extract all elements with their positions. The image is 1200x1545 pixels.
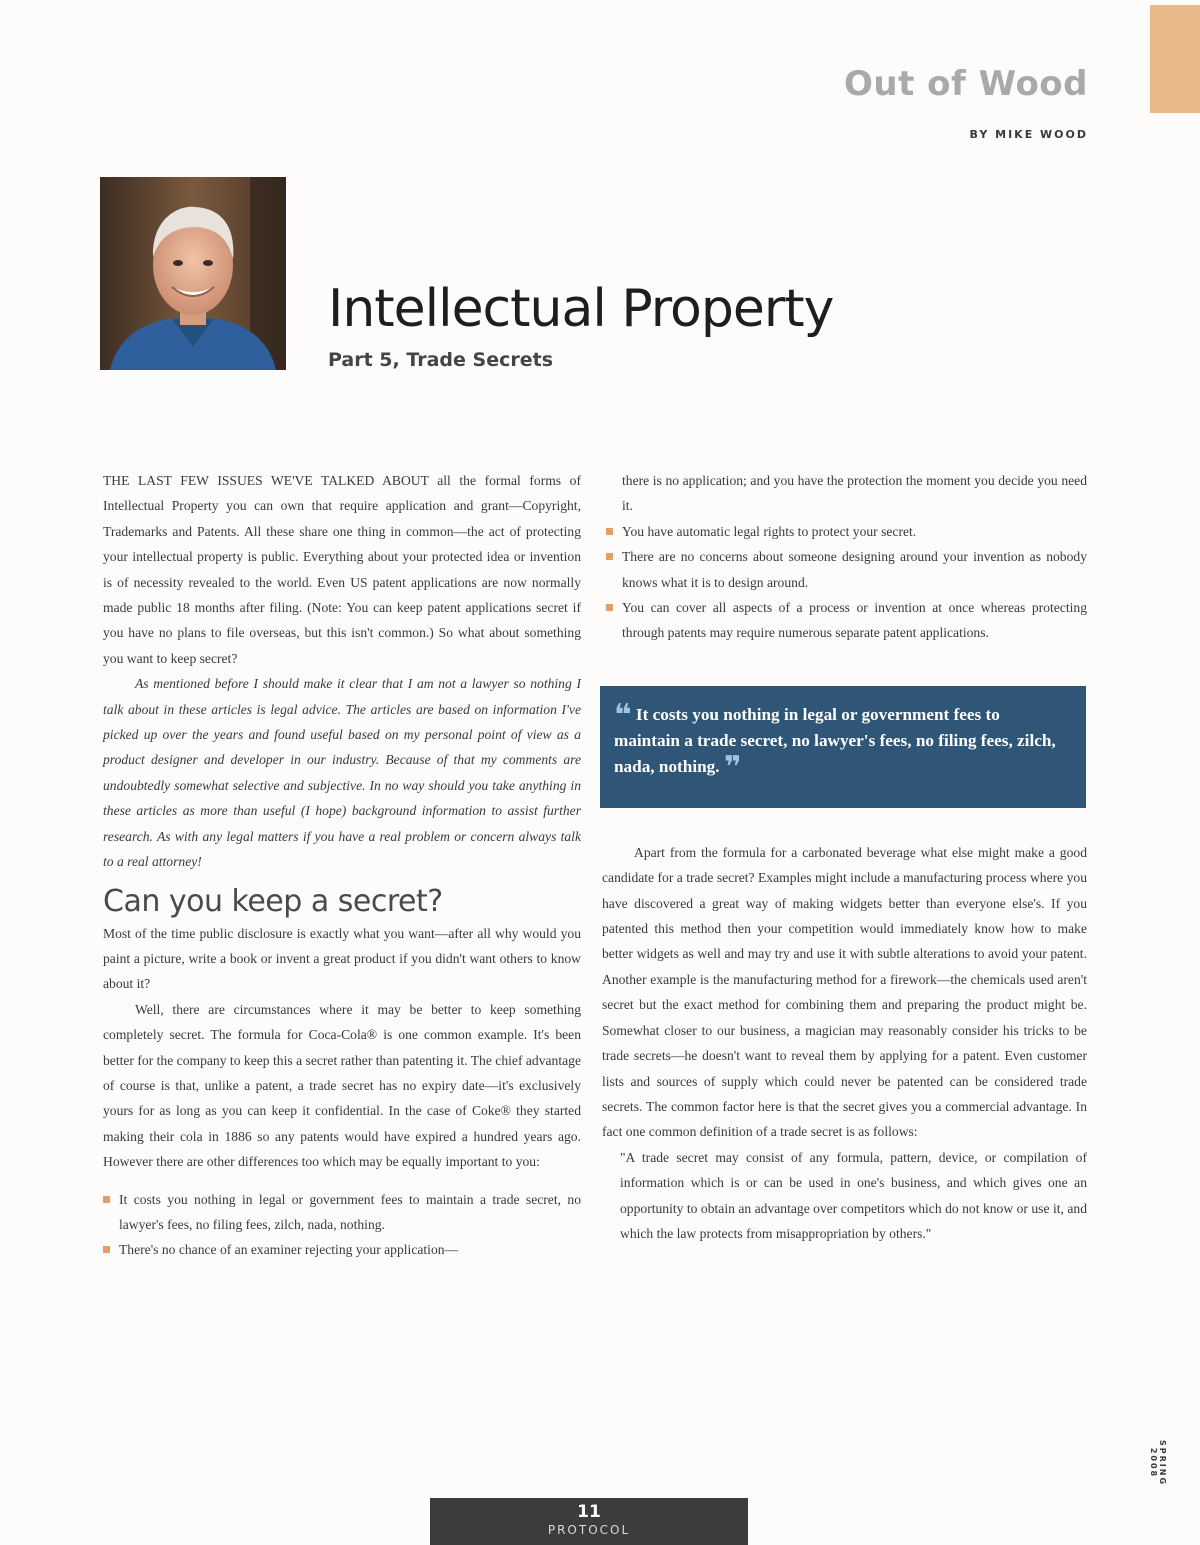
byline: BY MIKE WOOD bbox=[969, 128, 1088, 141]
close-quote-icon: ❞ bbox=[723, 749, 742, 785]
left-column bbox=[103, 468, 581, 1263]
list-item: You can cover all aspects of a process or invention at once whereas protecting through patents may require numerous separate patent applications. bbox=[606, 595, 1087, 646]
pull-quote bbox=[600, 686, 1086, 808]
square-bullet-icon bbox=[606, 528, 613, 535]
bullet-list bbox=[103, 1187, 581, 1263]
body-paragraph: Well, there are circumstances where it may be better to keep something completely secret. The formula for Coca-Cola® is one common example. It's been better for the company to keep this a secret rather than patenting it. The chief advantage of course is that, unlike a patent, a trade secret has no expiry date—it's exclusively yours for as long as you can keep it confidential. In the case of Coke® they started making their cola in 1886 so any patents would have expired a hundred years ago. However there are other differences too which may be equally important to you: bbox=[103, 1001, 581, 1170]
article-subtitle: Part 5, Trade Secrets bbox=[328, 349, 554, 371]
list-item: It costs you nothing in legal or government fees to maintain a trade secret, no lawyer's fees, no filing fees, zilch, nada, nothing. bbox=[103, 1187, 581, 1238]
list-item: There's no chance of an examiner rejecting your application— bbox=[103, 1237, 581, 1262]
disclaimer-paragraph: As mentioned before I should make it clear that I am not a lawyer so nothing I talk about in these articles is legal advice. The articles are based on information I've picked up over the years and found useful based on my personal point of view as a product designer and developer in our industry. Because of that my comments are undoubtedly somewhat selective and subjective. In no way should you take anything in these articles as more than useful (I hope) background information to assist further research. As with any legal matters if you have a real problem or concern always talk to a real attorney! bbox=[103, 676, 581, 870]
list-item: You have automatic legal rights to protect your secret. bbox=[606, 519, 1087, 544]
publication-name: PROTOCOL bbox=[547, 1523, 631, 1537]
issue-label bbox=[1144, 1420, 1174, 1500]
article-title: Intellectual Property bbox=[328, 279, 834, 339]
intro-paragraph: THE LAST FEW ISSUES WE'VE TALKED ABOUT all the formal forms of Intellectual Property you can own that require application and grant—Copyright, Trademarks and Patents. All these share one thing in common—the act of protecting your intellectual property is public. Everything about your protected idea or invention is of necessity revealed to the world. Even US patent applications are now normally made public 18 months after filing. (Note: You can keep patent applications secret if you have no plans to file overseas, but this isn't common.) So what about something you want to keep secret? bbox=[103, 473, 581, 666]
square-bullet-icon bbox=[606, 553, 613, 560]
square-bullet-icon bbox=[103, 1246, 110, 1253]
issue-text: SPRING 2008 bbox=[1149, 1439, 1167, 1487]
body-paragraph: Apart from the formula for a carbonated beverage what else might make a good candidate for a trade secret? Examples might include a manufacturing process where you have discovered a great way of making widgets better than everyone else's. If you patented this method then your competition would immediately know how to make better widgets as well and may try and use it with subtle alterations to avoid your patent. Another example is the manufacturing method for a firework—the chemicals used aren't secret but the exact method for combining them and preparing the product might be. Somewhat closer to our business, a magician may reasonably consider his tricks to be trade secrets—he doesn't want to reveal them by applying for a patent. Even customer lists and sources of supply which could never be patented can be considered trade secrets. The common factor here is that the secret gives you a commercial advantage. In fact one common definition of a trade secret is as follows: bbox=[602, 844, 1087, 1140]
bullet-list bbox=[602, 468, 1087, 646]
open-quote-icon: ❝ bbox=[614, 697, 632, 733]
right-column bbox=[602, 468, 1087, 1246]
page-number: 11 bbox=[577, 1502, 601, 1522]
definition-quote: "A trade secret may consist of any formula, pattern, device, or compilation of information which is or can be used in one's business, and which gives one an opportunity to obtain an advantage over competitors which do not know or use it, and which the law protects from misappropriation by others." bbox=[620, 1149, 1087, 1241]
section-heading: Can you keep a secret? bbox=[103, 883, 443, 919]
square-bullet-icon bbox=[103, 1196, 110, 1203]
column-title: Out of Wood bbox=[843, 64, 1088, 104]
page-footer-tab bbox=[430, 1498, 748, 1545]
list-item-continuation: there is no application; and you have the protection the moment you decide you need it. bbox=[622, 473, 1087, 514]
square-bullet-icon bbox=[606, 604, 613, 611]
list-item: There are no concerns about someone designing around your invention as nobody knows what it is to design around. bbox=[606, 544, 1087, 595]
author-photo bbox=[100, 177, 286, 370]
corner-color-tab bbox=[1150, 5, 1200, 113]
pull-quote-text: It costs you nothing in legal or government fees to maintain a trade secret, no lawyer's fees, no filing fees, zilch, nada, nothing. bbox=[614, 704, 1056, 776]
body-paragraph: Most of the time public disclosure is exactly what you want—after all why would you paint a picture, write a book or invent a great product if you didn't want others to know about it? bbox=[103, 925, 581, 992]
